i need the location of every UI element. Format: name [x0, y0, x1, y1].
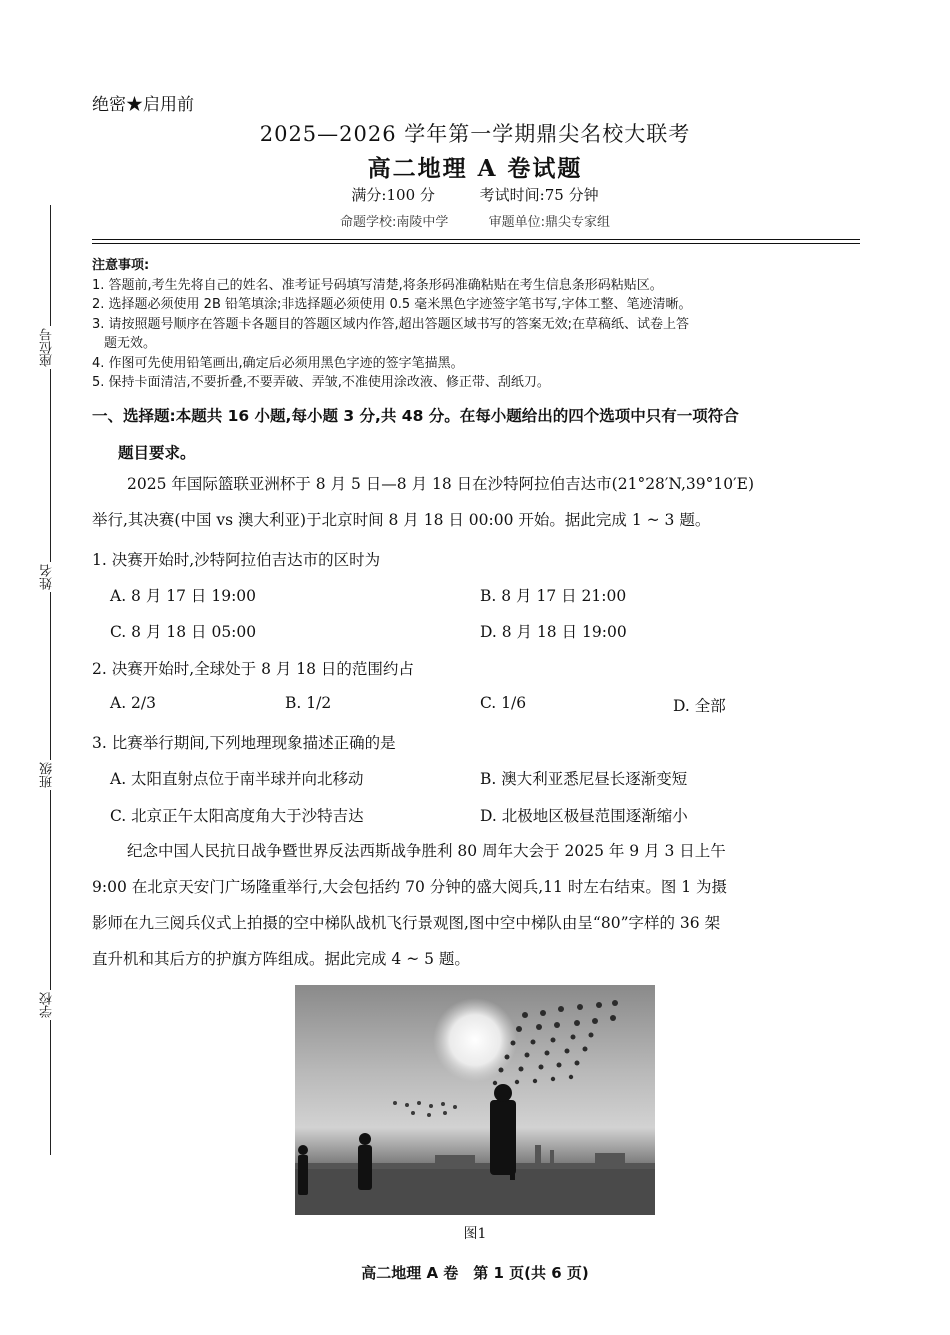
passage-1 — [92, 466, 862, 538]
header-rule-bottom — [92, 243, 860, 244]
parade-photo-drawing — [295, 985, 655, 1215]
exam-time: 考试时间:75 分钟 — [479, 186, 599, 204]
full-score: 满分:100 分 — [351, 186, 435, 204]
passage-2 — [92, 833, 862, 977]
reviewer-unit: 审题单位:鼎尖专家组 — [488, 215, 610, 230]
question-3-option-b: B. 澳大利亚悉尼昼长逐渐变短 — [480, 770, 688, 788]
figure-caption: 图1 — [463, 1226, 487, 1242]
question-2-option-c: C. 1/6 — [480, 694, 527, 712]
question-3-stem: 3. 比赛举行期间,下列地理现象描述正确的是 — [92, 734, 396, 752]
question-3-option-a: A. 太阳直射点位于南半球并向北移动 — [110, 770, 364, 788]
question-2-option-d: D. 全部 — [673, 697, 726, 715]
section-heading — [92, 398, 867, 472]
question-1-option-b: B. 8 月 17 日 21:00 — [480, 587, 627, 605]
passage-2-line1: 纪念中国人民抗日战争暨世界反法西斯战争胜利 80 周年大会于 2025 年 9 月 3 日上午 — [127, 842, 726, 860]
helicopter-formation — [493, 1000, 618, 1085]
exam-meta — [0, 184, 950, 205]
section-heading-line1: 一、选择题:本题共 16 小题,每小题 3 分,共 48 分。在每小题给出的四个选项中只有一项符合 — [92, 407, 739, 425]
exam-subtitle: 高二地理 A 卷试题 — [367, 155, 583, 182]
question-2-stem: 2. 决赛开始时,全球处于 8 月 18 日的范围约占 — [92, 660, 414, 678]
parade-photo — [295, 985, 655, 1215]
name-label: 姓名 — [38, 562, 62, 592]
notice-item: 1. 答题前,考生先将自己的姓名、准考证号码填写清楚,将条形码准确粘贴在考生信息条形码粘贴区。 — [92, 277, 663, 293]
exam-authors — [0, 211, 950, 230]
notice-item: 3. 请按照题号顺序在答题卡各题目的答题区域内作答,超出答题区域书写的答案无效;在草稿纸、试卷上答 — [92, 316, 690, 332]
question-3-option-d: D. 北极地区极昼范围逐渐缩小 — [480, 807, 688, 825]
notice-heading: 注意事项: — [92, 258, 150, 273]
question-3-option-c: C. 北京正午太阳高度角大于沙特吉达 — [110, 807, 364, 825]
passage-2-line2: 9:00 在北京天安门广场隆重举行,大会包括约 70 分钟的盛大阅兵,11 时左右结束。图 1 为摄 — [92, 878, 728, 896]
sun-glare — [433, 998, 517, 1082]
confidential-mark: 绝密★启用前 — [92, 95, 194, 115]
question-1-option-c: C. 8 月 18 日 05:00 — [110, 623, 257, 641]
notice-item-cont: 题无效。 — [104, 336, 157, 351]
question-1-option-d: D. 8 月 18 日 19:00 — [480, 623, 627, 641]
passage-2-line4: 直升机和其后方的护旗方阵组成。据此完成 4 ~ 5 题。 — [92, 950, 470, 968]
seat-number-label: 座位号 — [38, 326, 62, 369]
question-2-option-b: B. 1/2 — [285, 694, 332, 712]
question-1-option-a: A. 8 月 17 日 19:00 — [110, 587, 257, 605]
passage-1-line1: 2025 年国际篮联亚洲杯于 8 月 5 日—8 月 18 日在沙特阿拉伯吉达市(21°28′N,39°10′E) — [127, 475, 755, 493]
setter-school: 命题学校:南陵中学 — [340, 215, 449, 230]
page-footer: 高二地理 A 卷 第 1 页(共 6 页) — [361, 1264, 589, 1282]
question-2-option-a: A. 2/3 — [110, 694, 156, 712]
notice-item: 2. 选择题必须使用 2B 铅笔填涂;非选择题必须使用 0.5 毫米黑色字迹签字笔书写,字体工整、笔迹清晰。 — [92, 297, 692, 312]
exam-title: 2025—2026 学年第一学期鼎尖名校大联考 — [259, 122, 691, 146]
passage-2-line3: 影师在九三阅兵仪式上拍摄的空中梯队战机飞行景观图,图中空中梯队由呈“80”字样的 36 架 — [92, 914, 721, 932]
horizon-skyline — [295, 1145, 655, 1171]
header-rule-top — [92, 239, 860, 240]
school-label: 学校 — [38, 990, 62, 1020]
class-label: 班级 — [38, 760, 62, 790]
square-ground — [295, 1169, 655, 1215]
passage-1-line2: 举行,其决赛(中国 vs 澳大利亚)于北京时间 8 月 18 日 00:00 开始。据此完成 1 ~ 3 题。 — [92, 511, 711, 529]
flag-escort-formation — [393, 1101, 457, 1117]
notice-item: 5. 保持卡面清洁,不要折叠,不要弄破、弄皱,不准使用涂改液、修正带、刮纸刀。 — [92, 375, 550, 390]
question-1-stem: 1. 决赛开始时,沙特阿拉伯吉达市的区时为 — [92, 551, 381, 569]
notice-item: 4. 作图可先使用铅笔画出,确定后必须用黑色字迹的签字笔描黑。 — [92, 355, 464, 371]
section-heading-line2: 题目要求。 — [118, 444, 196, 462]
notice-block — [92, 256, 860, 393]
